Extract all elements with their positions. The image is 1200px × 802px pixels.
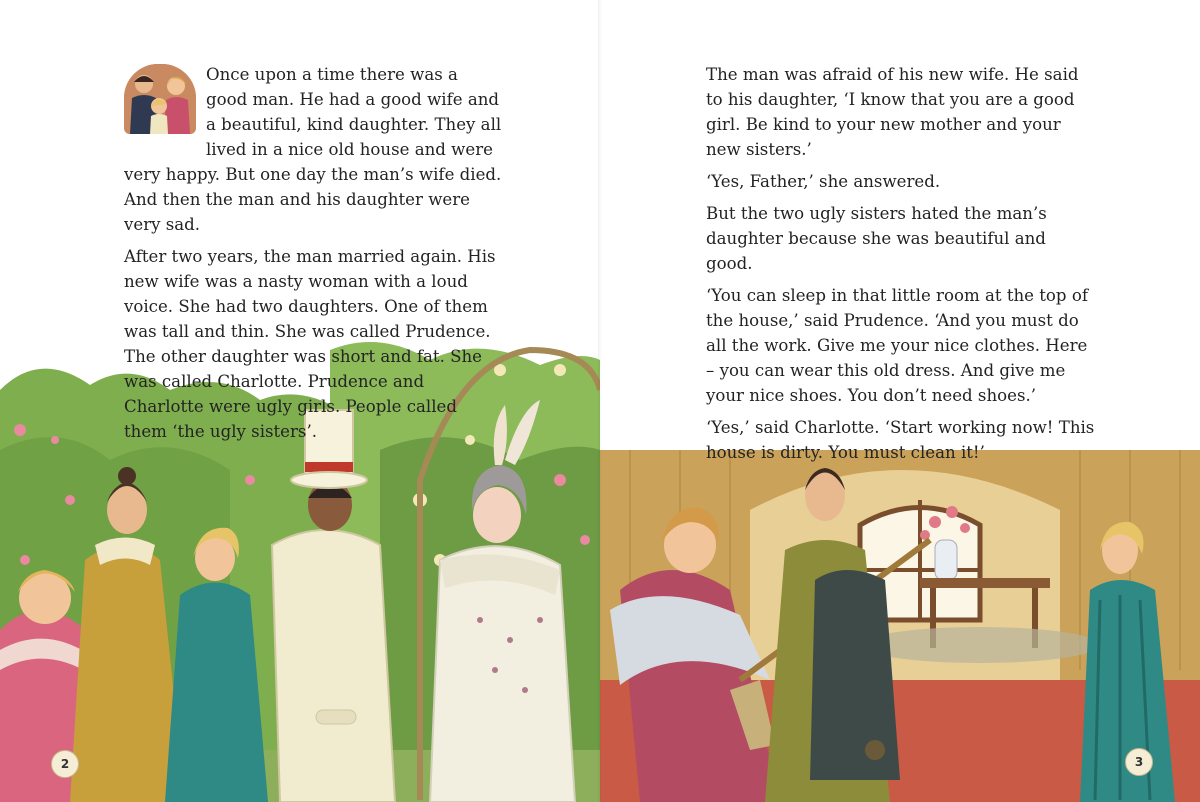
right-page <box>600 0 1200 802</box>
paragraph: After two years, the man married again. His new wife was a nasty woman with a loud voice. She had two daughters. One of them was tall and thin. She was called Prudence. The other daughter was short and fat. She was called Charlotte. Prudence and Charlotte were ugly girls. People called them ‘the ugly sisters’. <box>124 247 496 441</box>
paragraph: ‘Yes,’ said Charlotte. ‘Start working now! This house is dirty. You must clean it!’ <box>706 418 1095 462</box>
paragraph: The man was afraid of his new wife. He said to his daughter, ‘I know that you are a good girl. Be kind to your new mother and your new sisters.’ <box>706 65 1079 159</box>
right-page-text <box>706 62 1096 472</box>
left-page-text <box>124 62 504 451</box>
page-number: 3 <box>1125 748 1153 776</box>
paragraph: But the two ugly sisters hated the man’s daughter because she was beautiful and good. <box>706 204 1047 273</box>
page-number: 2 <box>51 750 79 778</box>
family-portrait-icon <box>124 64 196 134</box>
paragraph: ‘You can sleep in that little room at the top of the house,’ said Prudence. ‘And you must do all the work. Give me your nice clothes. Here – you can wear this old dress. And give me your nice shoes. You don’t need shoes.’ <box>706 286 1088 405</box>
book-gutter <box>598 0 602 802</box>
paragraph: ‘Yes, Father,’ she answered. <box>706 172 941 191</box>
paragraph: Once upon a time there was a good man. He had a good wife and a beautiful, kind daughter. They all lived in a nice old house and were very happy. But one day the man’s wife died. And then the man and his daughter were very sad. <box>124 65 502 234</box>
room-scene-illustration <box>600 450 1200 802</box>
